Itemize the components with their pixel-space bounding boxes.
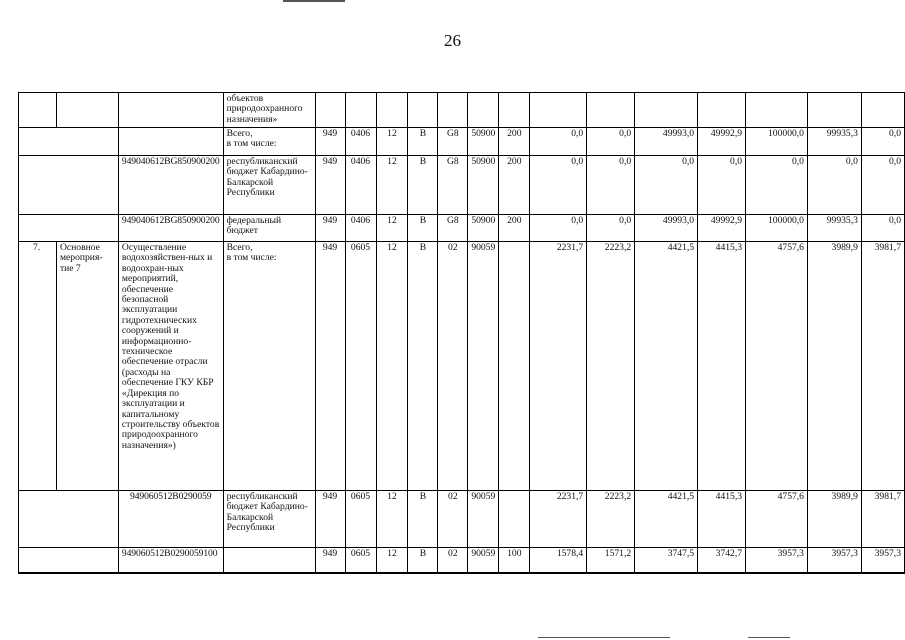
value-cell: 100000,0 xyxy=(746,215,808,242)
value-cell xyxy=(807,93,861,128)
value-cell: 0,0 xyxy=(861,215,904,242)
direction-code: 90059 xyxy=(468,548,499,573)
grbs-code: 949 xyxy=(315,548,345,573)
expense-type xyxy=(499,491,530,548)
value-cell: 4757,6 xyxy=(746,491,808,548)
value-cell: 100000,0 xyxy=(746,128,808,156)
value-cell: 99935,3 xyxy=(807,128,861,156)
row-number xyxy=(19,548,57,573)
direction-code: 50900 xyxy=(468,128,499,156)
measure-name xyxy=(56,156,118,215)
funding-source: федеральный бюджет xyxy=(223,215,315,242)
grbs-code: 949 xyxy=(315,128,345,156)
page-number: 26 xyxy=(444,31,461,50)
value-cell: 3957,3 xyxy=(861,548,904,573)
value-cell xyxy=(587,93,635,128)
row-number xyxy=(19,93,57,128)
budget-table xyxy=(18,92,905,574)
program-code: 12 xyxy=(376,215,408,242)
value-cell: 2223,2 xyxy=(587,242,635,491)
value-cell xyxy=(861,93,904,128)
measure-description: Осуществление водохозяйствен-ных и водоохран-ных мероприятий, обеспечение безопасной эксплуатации гидротехнических сооружений и информационно-техническое обеспечение отрасли (расходы на обеспечение ГКУ КБР «Дирекция по эксплуатации и капитальному строительству объектов природоохранного назначения») xyxy=(118,242,223,491)
value-cell: 0,0 xyxy=(698,156,746,215)
grbs-code xyxy=(315,93,345,128)
measure-name xyxy=(56,491,118,548)
funding-source: Всего, в том числе: xyxy=(223,242,315,491)
value-cell: 49992,9 xyxy=(698,215,746,242)
value-cell: 0,0 xyxy=(861,128,904,156)
value-cell: 4421,5 xyxy=(635,491,698,548)
value-cell: 0,0 xyxy=(530,215,587,242)
value-cell: 0,0 xyxy=(635,156,698,215)
measure-code xyxy=(438,93,468,128)
grbs-code: 949 xyxy=(315,156,345,215)
funding-source xyxy=(223,548,315,573)
scan-mark-bottom-left xyxy=(538,637,670,638)
row-number xyxy=(19,215,57,242)
value-cell: 4415,3 xyxy=(698,491,746,548)
direction-code: 50900 xyxy=(468,156,499,215)
row-code: 949040612BG850900200 xyxy=(118,156,223,215)
expense-type xyxy=(499,93,530,128)
grbs-code: 949 xyxy=(315,491,345,548)
rz-code: 0406 xyxy=(345,128,376,156)
value-cell: 49992,9 xyxy=(698,128,746,156)
funding-source: республиканский бюджет Кабардино-Балкарской Республики xyxy=(223,491,315,548)
subprogram-code: В xyxy=(408,128,438,156)
value-cell: 3989,9 xyxy=(807,491,861,548)
table-row xyxy=(19,93,905,128)
value-cell: 0,0 xyxy=(587,128,635,156)
value-cell: 3957,3 xyxy=(746,548,808,573)
direction-code xyxy=(468,93,499,128)
expense-type: 200 xyxy=(499,128,530,156)
expense-type: 100 xyxy=(499,548,530,573)
value-cell: 99935,3 xyxy=(807,215,861,242)
subprogram-code: В xyxy=(408,156,438,215)
value-cell: 3742,7 xyxy=(698,548,746,573)
rz-code: 0605 xyxy=(345,491,376,548)
funding-source: республиканский бюджет Кабардино-Балкарской Республики xyxy=(223,156,315,215)
grbs-code: 949 xyxy=(315,215,345,242)
value-cell xyxy=(698,93,746,128)
program-code: 12 xyxy=(376,491,408,548)
measure-name: Основное мероприя-тие 7 xyxy=(56,242,118,491)
direction-code: 50900 xyxy=(468,215,499,242)
value-cell: 1578,4 xyxy=(530,548,587,573)
rz-code xyxy=(345,93,376,128)
table-row xyxy=(19,548,905,573)
subprogram-code: В xyxy=(408,548,438,573)
expense-type xyxy=(499,242,530,491)
funding-source: объектов природоохранного назначения» xyxy=(223,93,315,128)
rz-code: 0605 xyxy=(345,242,376,491)
value-cell xyxy=(746,93,808,128)
row-number xyxy=(19,128,57,156)
value-cell: 3981,7 xyxy=(861,242,904,491)
value-cell: 2231,7 xyxy=(530,491,587,548)
value-cell: 2231,7 xyxy=(530,242,587,491)
row-number xyxy=(19,491,57,548)
value-cell: 3981,7 xyxy=(861,491,904,548)
measure-code: 02 xyxy=(438,491,468,548)
scan-mark-bottom-right xyxy=(748,637,790,638)
funding-source: Всего, в том числе: xyxy=(223,128,315,156)
value-cell: 0,0 xyxy=(530,156,587,215)
value-cell: 2223,2 xyxy=(587,491,635,548)
measure-name xyxy=(56,93,118,128)
value-cell: 49993,0 xyxy=(635,215,698,242)
value-cell: 3957,3 xyxy=(807,548,861,573)
rz-code: 0406 xyxy=(345,215,376,242)
value-cell xyxy=(530,93,587,128)
program-code: 12 xyxy=(376,128,408,156)
direction-code: 90059 xyxy=(468,491,499,548)
table-row xyxy=(19,156,905,215)
row-code: 949060512В0290059 xyxy=(118,491,223,548)
value-cell: 3989,9 xyxy=(807,242,861,491)
rz-code: 0605 xyxy=(345,548,376,573)
value-cell: 1571,2 xyxy=(587,548,635,573)
value-cell: 49993,0 xyxy=(635,128,698,156)
row-number: 7. xyxy=(19,242,57,491)
program-code: 12 xyxy=(376,548,408,573)
value-cell: 4757,6 xyxy=(746,242,808,491)
value-cell: 3747,5 xyxy=(635,548,698,573)
scan-mark-top xyxy=(283,0,345,2)
measure-code: G8 xyxy=(438,156,468,215)
rz-code: 0406 xyxy=(345,156,376,215)
measure-name xyxy=(56,215,118,242)
table-row xyxy=(19,491,905,548)
value-cell: 0,0 xyxy=(530,128,587,156)
row-code xyxy=(118,128,223,156)
measure-name xyxy=(56,128,118,156)
subprogram-code: В xyxy=(408,242,438,491)
value-cell: 4415,3 xyxy=(698,242,746,491)
grbs-code: 949 xyxy=(315,242,345,491)
table-row xyxy=(19,128,905,156)
value-cell: 0,0 xyxy=(587,156,635,215)
value-cell: 0,0 xyxy=(587,215,635,242)
table-row xyxy=(19,242,905,491)
row-number xyxy=(19,156,57,215)
value-cell: 0,0 xyxy=(807,156,861,215)
program-code xyxy=(376,93,408,128)
row-code: 949060512В0290059100 xyxy=(118,548,223,573)
value-cell xyxy=(635,93,698,128)
row-code xyxy=(118,93,223,128)
value-cell: 4421,5 xyxy=(635,242,698,491)
subprogram-code: В xyxy=(408,215,438,242)
subprogram-code xyxy=(408,93,438,128)
measure-code: G8 xyxy=(438,128,468,156)
measure-code: 02 xyxy=(438,242,468,491)
value-cell: 0,0 xyxy=(861,156,904,215)
program-code: 12 xyxy=(376,156,408,215)
value-cell: 0,0 xyxy=(746,156,808,215)
measure-code: 02 xyxy=(438,548,468,573)
table-row xyxy=(19,215,905,242)
expense-type: 200 xyxy=(499,215,530,242)
expense-type: 200 xyxy=(499,156,530,215)
program-code: 12 xyxy=(376,242,408,491)
subprogram-code: В xyxy=(408,491,438,548)
measure-code: G8 xyxy=(438,215,468,242)
row-code: 949040612BG850900200 xyxy=(118,215,223,242)
measure-name xyxy=(56,548,118,573)
direction-code: 90059 xyxy=(468,242,499,491)
